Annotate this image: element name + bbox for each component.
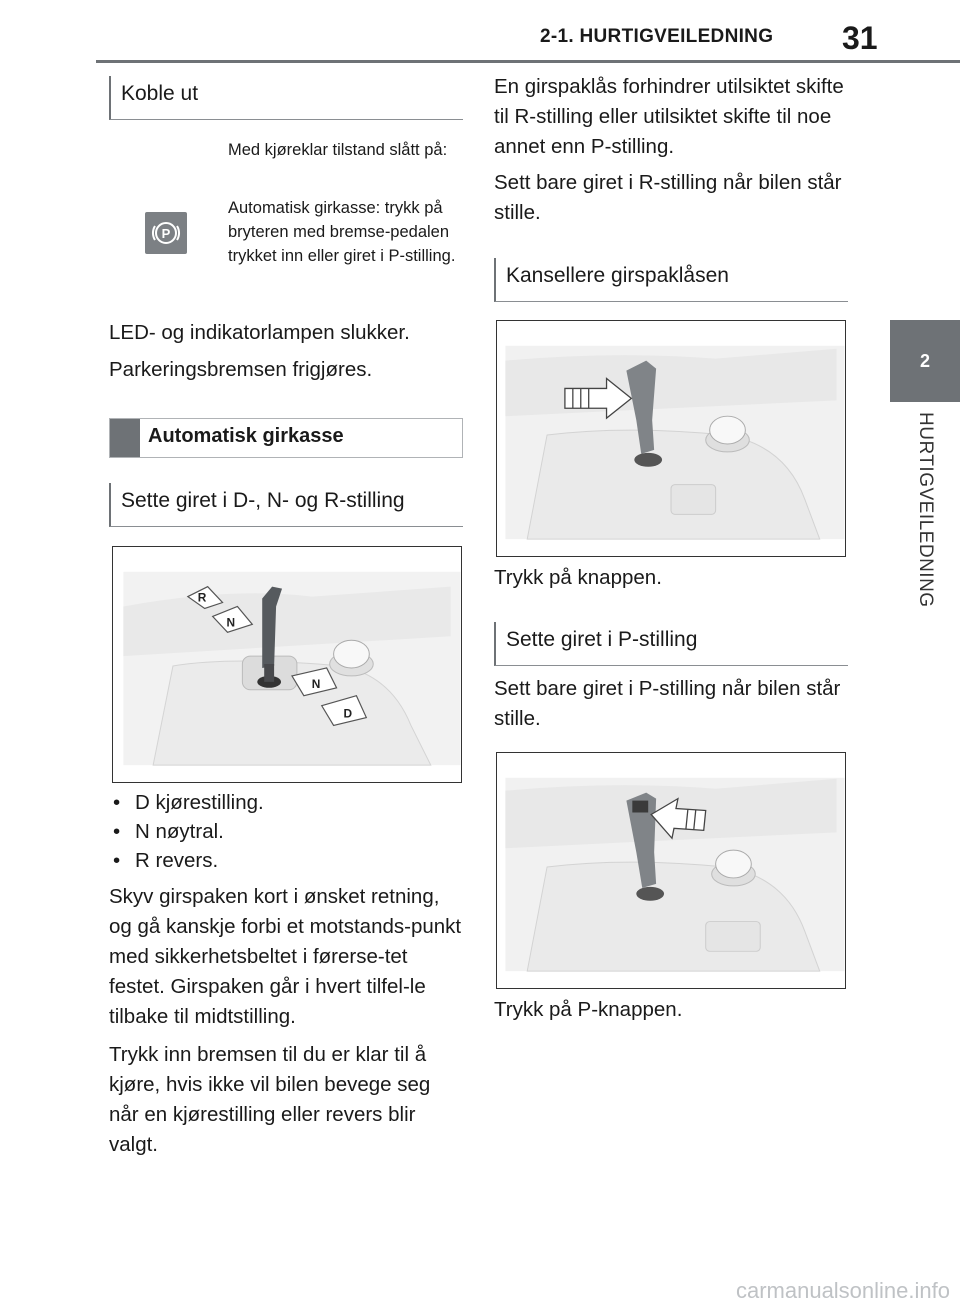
subheading-text: Sette giret i P-stilling: [506, 628, 698, 651]
chapter-label: HURTIGVEILEDNING: [915, 412, 936, 608]
subheading-koble-ut: [109, 76, 463, 120]
subheading-park: [494, 622, 848, 666]
subheading-kansellere: [494, 258, 848, 302]
caption-park: Trykk på P-knappen.: [494, 998, 683, 1021]
section-title: Automatisk girkasse: [148, 425, 344, 447]
chapter-number: 2: [919, 350, 930, 371]
figure-label-n: N: [226, 615, 236, 630]
subheading-text: Kansellere girspaklåsen: [506, 264, 729, 287]
subheading-text: Sette giret i D-, N- og R-stilling: [121, 489, 405, 512]
figure-label-d: D: [343, 706, 353, 721]
watermark: carmanualsonline.info: [735, 1278, 950, 1303]
header-divider: [96, 60, 960, 63]
section-bar-marker: [110, 419, 140, 457]
section-bar-automatisk-girkasse: [109, 418, 463, 458]
result-text-1: LED- og indikatorlampen slukker.: [109, 321, 410, 344]
page-number: 31: [842, 20, 878, 56]
subheading-text: Koble ut: [121, 82, 199, 105]
chapter-tab: [890, 320, 960, 402]
figure-gear-park: [496, 752, 846, 989]
list-item: • R revers.: [109, 846, 463, 875]
intro-paragraph-2: Sett bare giret i R-stilling når bilen står stille.: [494, 171, 842, 224]
paragraph-push-lever: Skyv girspaken kort i ønsket retning, og gå kanskje forbi et motstands-punkt med sikkerhetsbeltet i førerse-tet festet. Girspaken går i hvert tilfel-le tilbake til midtstilling.: [109, 885, 462, 1028]
figure-gear-drn: [112, 546, 462, 783]
caption-lock: Trykk på knappen.: [494, 566, 662, 589]
list-item: • D kjørestilling.: [109, 788, 463, 817]
auto-gearbox-text: Automatisk girkasse: trykk på bryteren med bremse-pedalen trykket inn eller giret i P-stilling.: [228, 199, 456, 265]
paragraph-brake: Trykk inn bremsen til du er klar til å kjøre, hvis ikke vil bilen bevege seg når en kjørestilling eller revers blir valgt.: [109, 1043, 431, 1156]
section-header: 2-1. HURTIGVEILEDNING: [540, 26, 774, 47]
figure-gear-lock: [496, 320, 846, 557]
list-item: • N nøytral.: [109, 817, 463, 846]
result-text-2: Parkeringsbremsen frigjøres.: [109, 358, 373, 381]
parking-brake-icon: [145, 212, 187, 254]
gear-positions-list: [109, 788, 463, 875]
intro-paragraph-1: En girspaklås forhindrer utilsiktet skifte til R-stilling eller utilsiktet skifte til noe annet enn P-stilling.: [494, 75, 844, 158]
park-instruction: Sett bare giret i P-stilling når bilen står stille.: [494, 677, 841, 730]
subheading-drn: [109, 483, 463, 527]
figure-label-n2: N: [311, 676, 321, 691]
condition-text: Med kjøreklar tilstand slått på:: [228, 141, 448, 159]
svg-text:P: P: [161, 226, 171, 241]
figure-label-r: R: [197, 590, 207, 605]
chapter-tab-label: [890, 412, 960, 632]
